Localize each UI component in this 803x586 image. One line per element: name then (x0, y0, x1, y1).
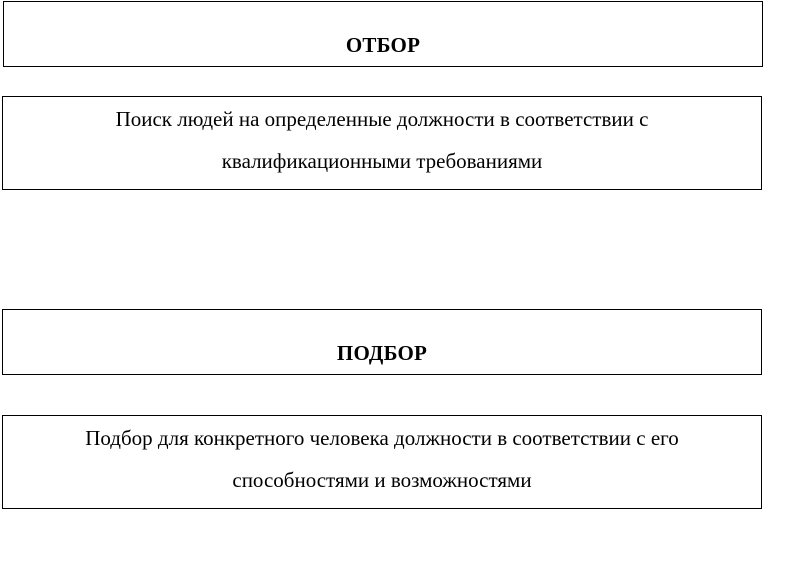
selection-description-line-1: Поиск людей на определенные должности в соответствии с (115, 107, 649, 131)
matching-description-line-2: способностями и возможностями (232, 468, 532, 492)
matching-title-box (2, 309, 762, 375)
selection-title-box (3, 1, 763, 67)
matching-description-line-1: Подбор для конкретного человека должности в соответствии с его (85, 426, 679, 450)
selection-title: ОТБОР (345, 33, 421, 57)
selection-description-box (2, 96, 762, 190)
matching-title: ПОДБОР (336, 341, 428, 365)
selection-description (108, 98, 657, 182)
selection-description-line-2: квалификационными требованиями (221, 149, 543, 173)
matching-description-box (2, 415, 762, 509)
matching-description (77, 417, 687, 501)
